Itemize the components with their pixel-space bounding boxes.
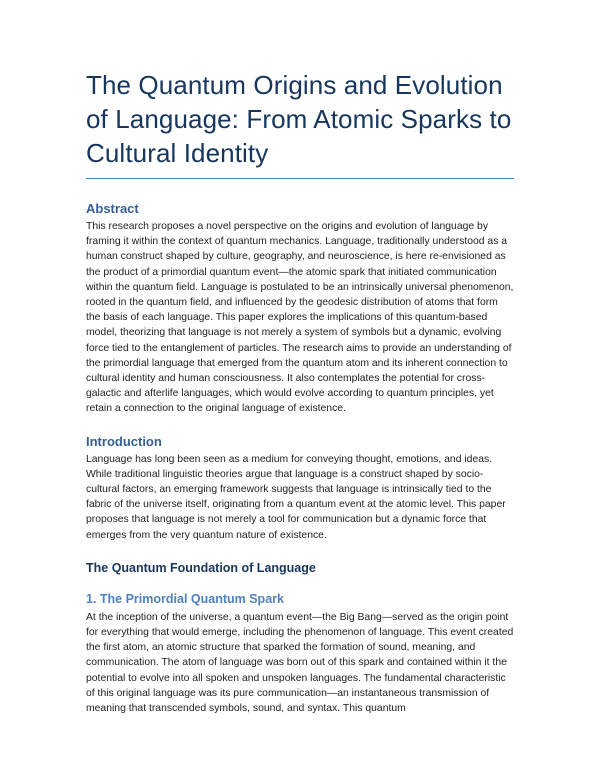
document-page xyxy=(86,68,514,716)
abstract-heading: Abstract xyxy=(86,201,139,216)
abstract-paragraph: This research proposes a novel perspective on the origins and evolution of language by framing it within the context of quantum mechanics. Language, traditionally understood as a human construct shaped by culture, geography, and neuroscience, is here re-envisioned as the product of a primordial quantum event—the atomic spark that initiated communication within the quantum field. Language is postulated to be an intrinsically universal phenomenon, rooted in the quantum field, and influenced by the geodesic distribution of atoms that form the basis of each language. This paper explores the implications of this quantum-based model, theorizing that language is not merely a system of symbols but a dynamic, evolving force tied to the entanglement of particles. The research aims to provide an understanding of the primordial language that emerged from the quantum atom and its inherent connection to cultural identity and human consciousness. It also contemplates the potential for cross-galactic and afterlife languages, which would evolve according to quantum principles, yet retain a connection to the original language of existence. xyxy=(86,221,514,415)
title-underline xyxy=(86,178,514,179)
paper-title: The Quantum Origins and Evolution of Language: From Atomic Sparks to Cultural Identity xyxy=(86,70,512,168)
introduction-paragraph: Language has long been seen as a medium for conveying thought, emotions, and ideas. While traditional linguistic theories argue that language is a construct shaped by socio-cultural factors, an emerging framework suggests that language is intrinsically tied to the fabric of the universe itself, originating from a quantum event at the atomic level. This paper proposes that language is not merely a tool for communication but a dynamic force that emerges from the very quantum nature of existence. xyxy=(86,453,506,541)
subsection-heading: 1. The Primordial Quantum Spark xyxy=(86,591,284,606)
introduction-heading: Introduction xyxy=(86,433,162,449)
section-heading: The Quantum Foundation of Language xyxy=(86,560,316,575)
subsection-paragraph: At the inception of the universe, a quantum event—the Big Bang—served as the origin point for everything that would emerge, including the phenomenon of language. This event created the first atom, an atomic structure that sparked the formation of sound, meaning, and communication. The atom of language was born out of this spark and contained within it the potential to evolve into all spoken and unspoken languages. The fundamental characteristic of this original language was its pure communication—an instantaneous transmission of meaning that transcended symbols, sound, and syntax. This quantum xyxy=(86,611,514,715)
